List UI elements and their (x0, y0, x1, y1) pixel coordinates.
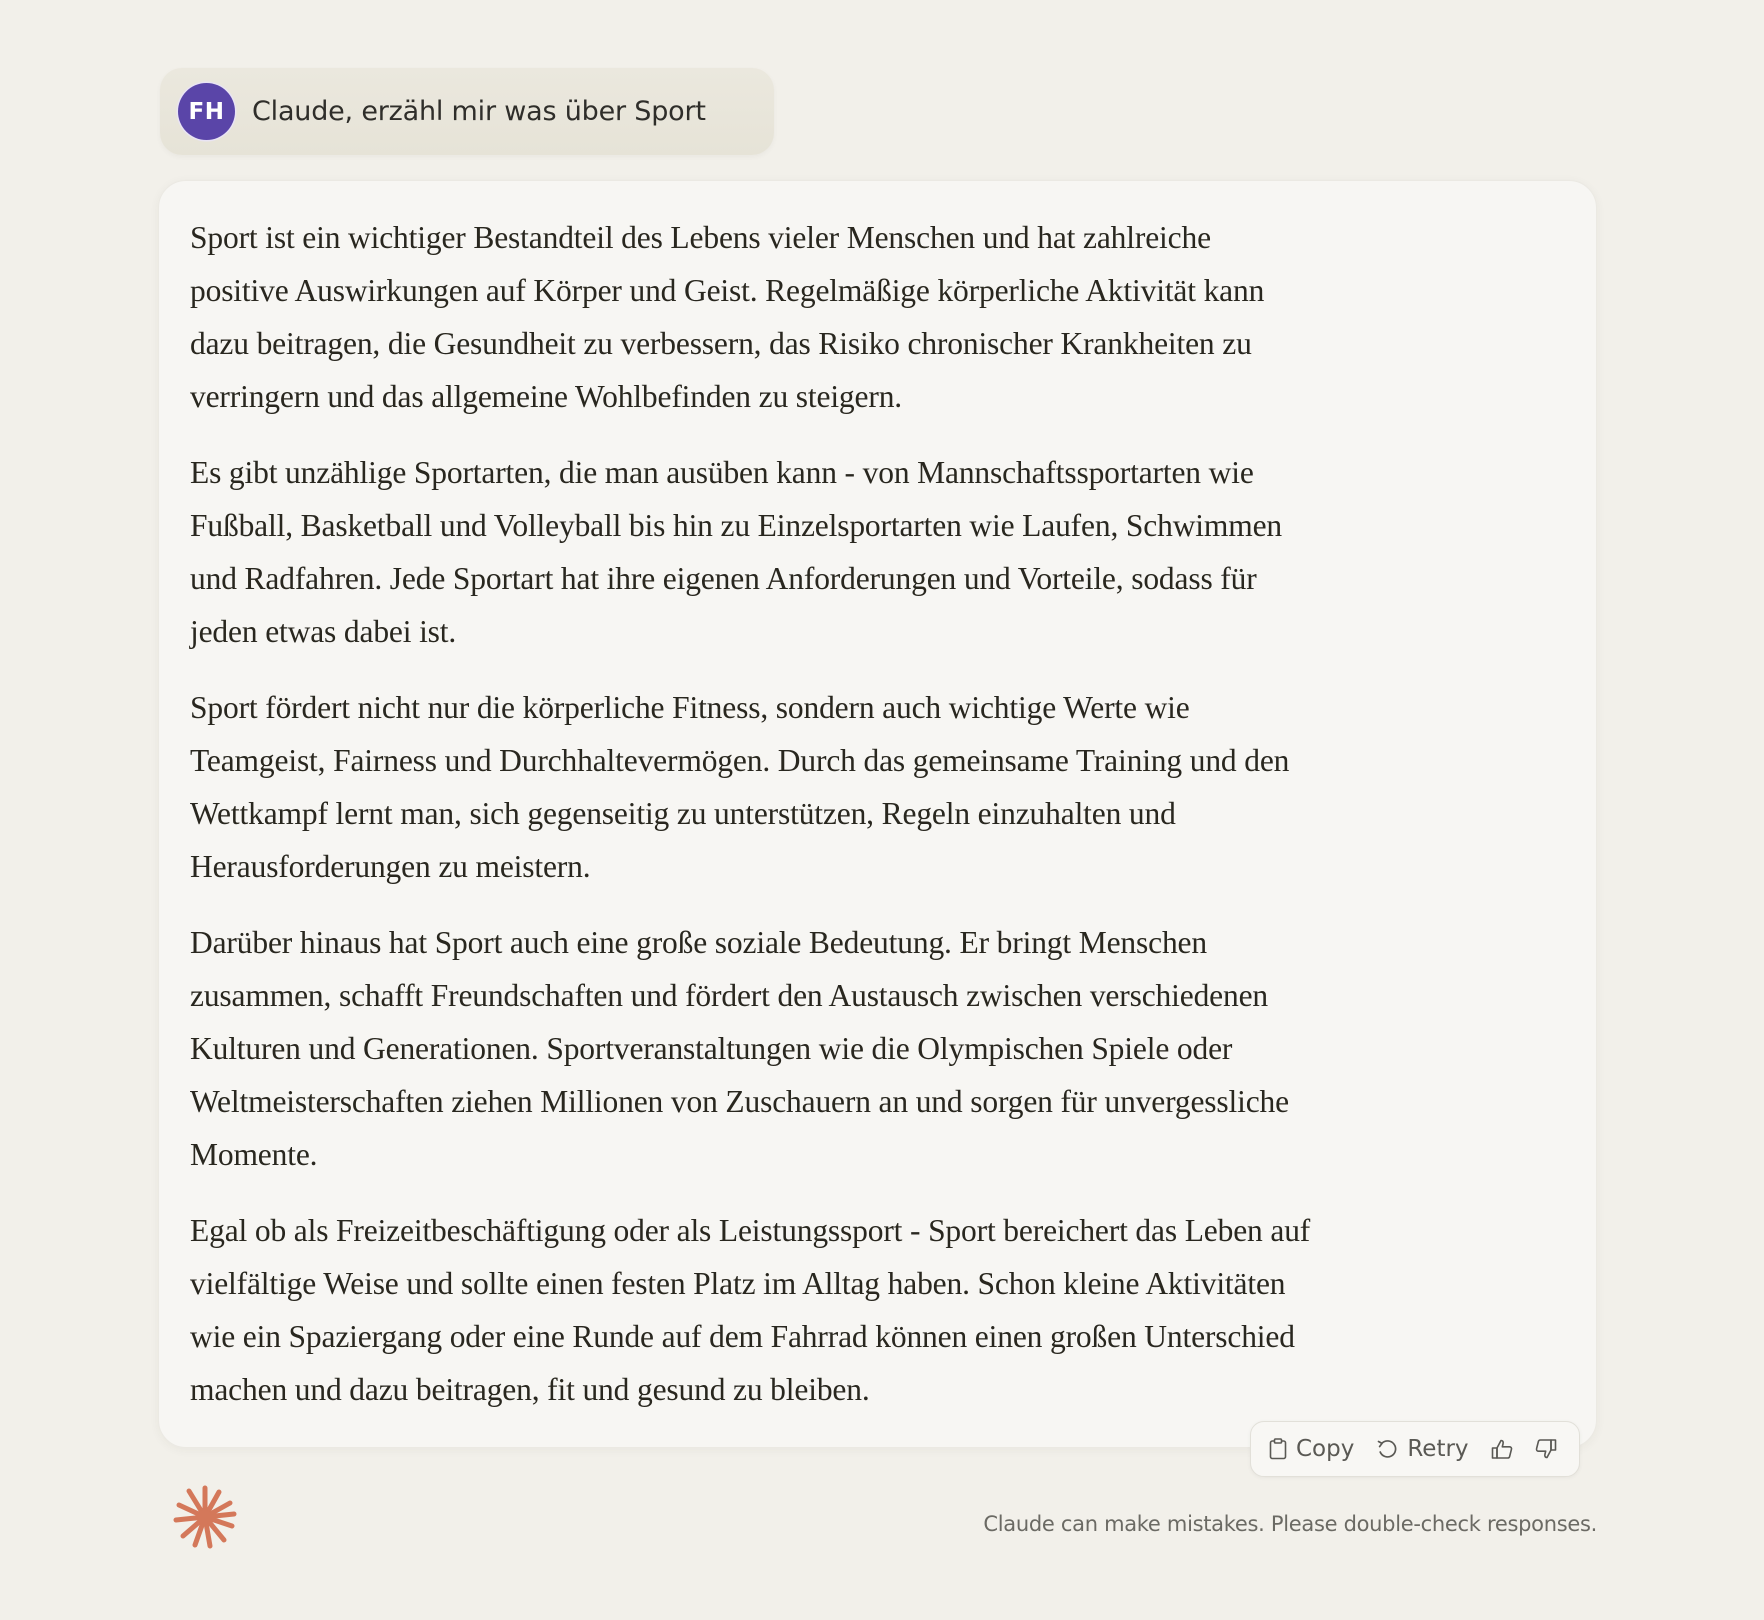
thumbs-up-icon (1491, 1438, 1513, 1460)
paragraph-line: wie ein Spaziergang oder eine Runde auf dem Fahrrad können einen großen Unterschied (190, 1319, 1295, 1354)
paragraph-line: Sport fördert nicht nur die körperliche Fitness, sondern auch wichtige Werte wie (190, 690, 1190, 725)
disclaimer-text: Claude can make mistakes. Please double-check responses. (983, 1512, 1597, 1536)
paragraph-line: Kulturen und Generationen. Sportveranstaltungen wie die Olympischen Spiele oder (190, 1031, 1233, 1066)
paragraph-line: Es gibt unzählige Sportarten, die man ausüben kann - von Mannschaftssportarten wie (190, 455, 1254, 490)
claude-logo-icon (172, 1484, 238, 1550)
paragraph-line: Darüber hinaus hat Sport auch eine große soziale Bedeutung. Er bringt Menschen (190, 925, 1207, 960)
retry-icon (1376, 1438, 1398, 1460)
retry-label: Retry (1407, 1436, 1469, 1462)
thumbs-down-button[interactable] (1535, 1438, 1557, 1460)
message-action-bar (1250, 1421, 1580, 1477)
paragraph-line: Egal ob als Freizeitbeschäftigung oder als Leistungssport - Sport bereichert das Leben auf (190, 1213, 1311, 1248)
paragraph-line: dazu beitragen, die Gesundheit zu verbessern, das Risiko chronischer Krankheiten zu (190, 326, 1252, 361)
thumbs-up-button[interactable] (1491, 1438, 1513, 1460)
paragraph-line: verringern und das allgemeine Wohlbefinden zu steigern. (190, 379, 903, 414)
user-message-text: Claude, erzähl mir was über Sport (252, 96, 706, 127)
thumbs-down-icon (1535, 1438, 1557, 1460)
paragraph-line: Sport ist ein wichtiger Bestandteil des Lebens vieler Menschen und hat zahlreiche (190, 220, 1211, 255)
paragraph-line: machen und dazu beitragen, fit und gesund zu bleiben. (190, 1372, 870, 1407)
response-paragraph (190, 1204, 1566, 1416)
response-paragraph (190, 916, 1566, 1181)
response-paragraph (190, 211, 1566, 423)
paragraph-line: jeden etwas dabei ist. (190, 614, 457, 649)
paragraph-line: Teamgeist, Fairness und Durchhaltevermögen. Durch das gemeinsame Training und den (190, 743, 1290, 778)
copy-label: Copy (1296, 1436, 1355, 1462)
user-message-bubble (160, 68, 774, 155)
response-paragraph (190, 681, 1566, 893)
paragraph-line: Fußball, Basketball und Volleyball bis hin zu Einzelsportarten wie Laufen, Schwimmen (190, 508, 1283, 543)
paragraph-line: positive Auswirkungen auf Körper und Geist. Regelmäßige körperliche Aktivität kann (190, 273, 1265, 308)
paragraph-line: Wettkampf lernt man, sich gegenseitig zu unterstützen, Regeln einzuhalten und (190, 796, 1176, 831)
paragraph-line: vielfältige Weise und sollte einen festen Platz im Alltag haben. Schon kleine Aktivitäten (190, 1266, 1286, 1301)
assistant-response-card (158, 180, 1597, 1448)
response-paragraph (190, 446, 1566, 658)
paragraph-line: Weltmeisterschaften ziehen Millionen von Zuschauern an und sorgen für unvergessliche (190, 1084, 1289, 1119)
paragraph-line: Herausforderungen zu meistern. (190, 849, 591, 884)
retry-button[interactable] (1376, 1436, 1468, 1462)
paragraph-line: zusammen, schafft Freundschaften und fördert den Austausch zwischen verschiedenen (190, 978, 1269, 1013)
clipboard-icon (1269, 1438, 1287, 1460)
copy-button[interactable] (1269, 1436, 1354, 1462)
paragraph-line: Momente. (190, 1137, 318, 1172)
user-avatar[interactable]: FH (178, 83, 235, 140)
paragraph-line: und Radfahren. Jede Sportart hat ihre eigenen Anforderungen und Vorteile, sodass für (190, 561, 1257, 596)
